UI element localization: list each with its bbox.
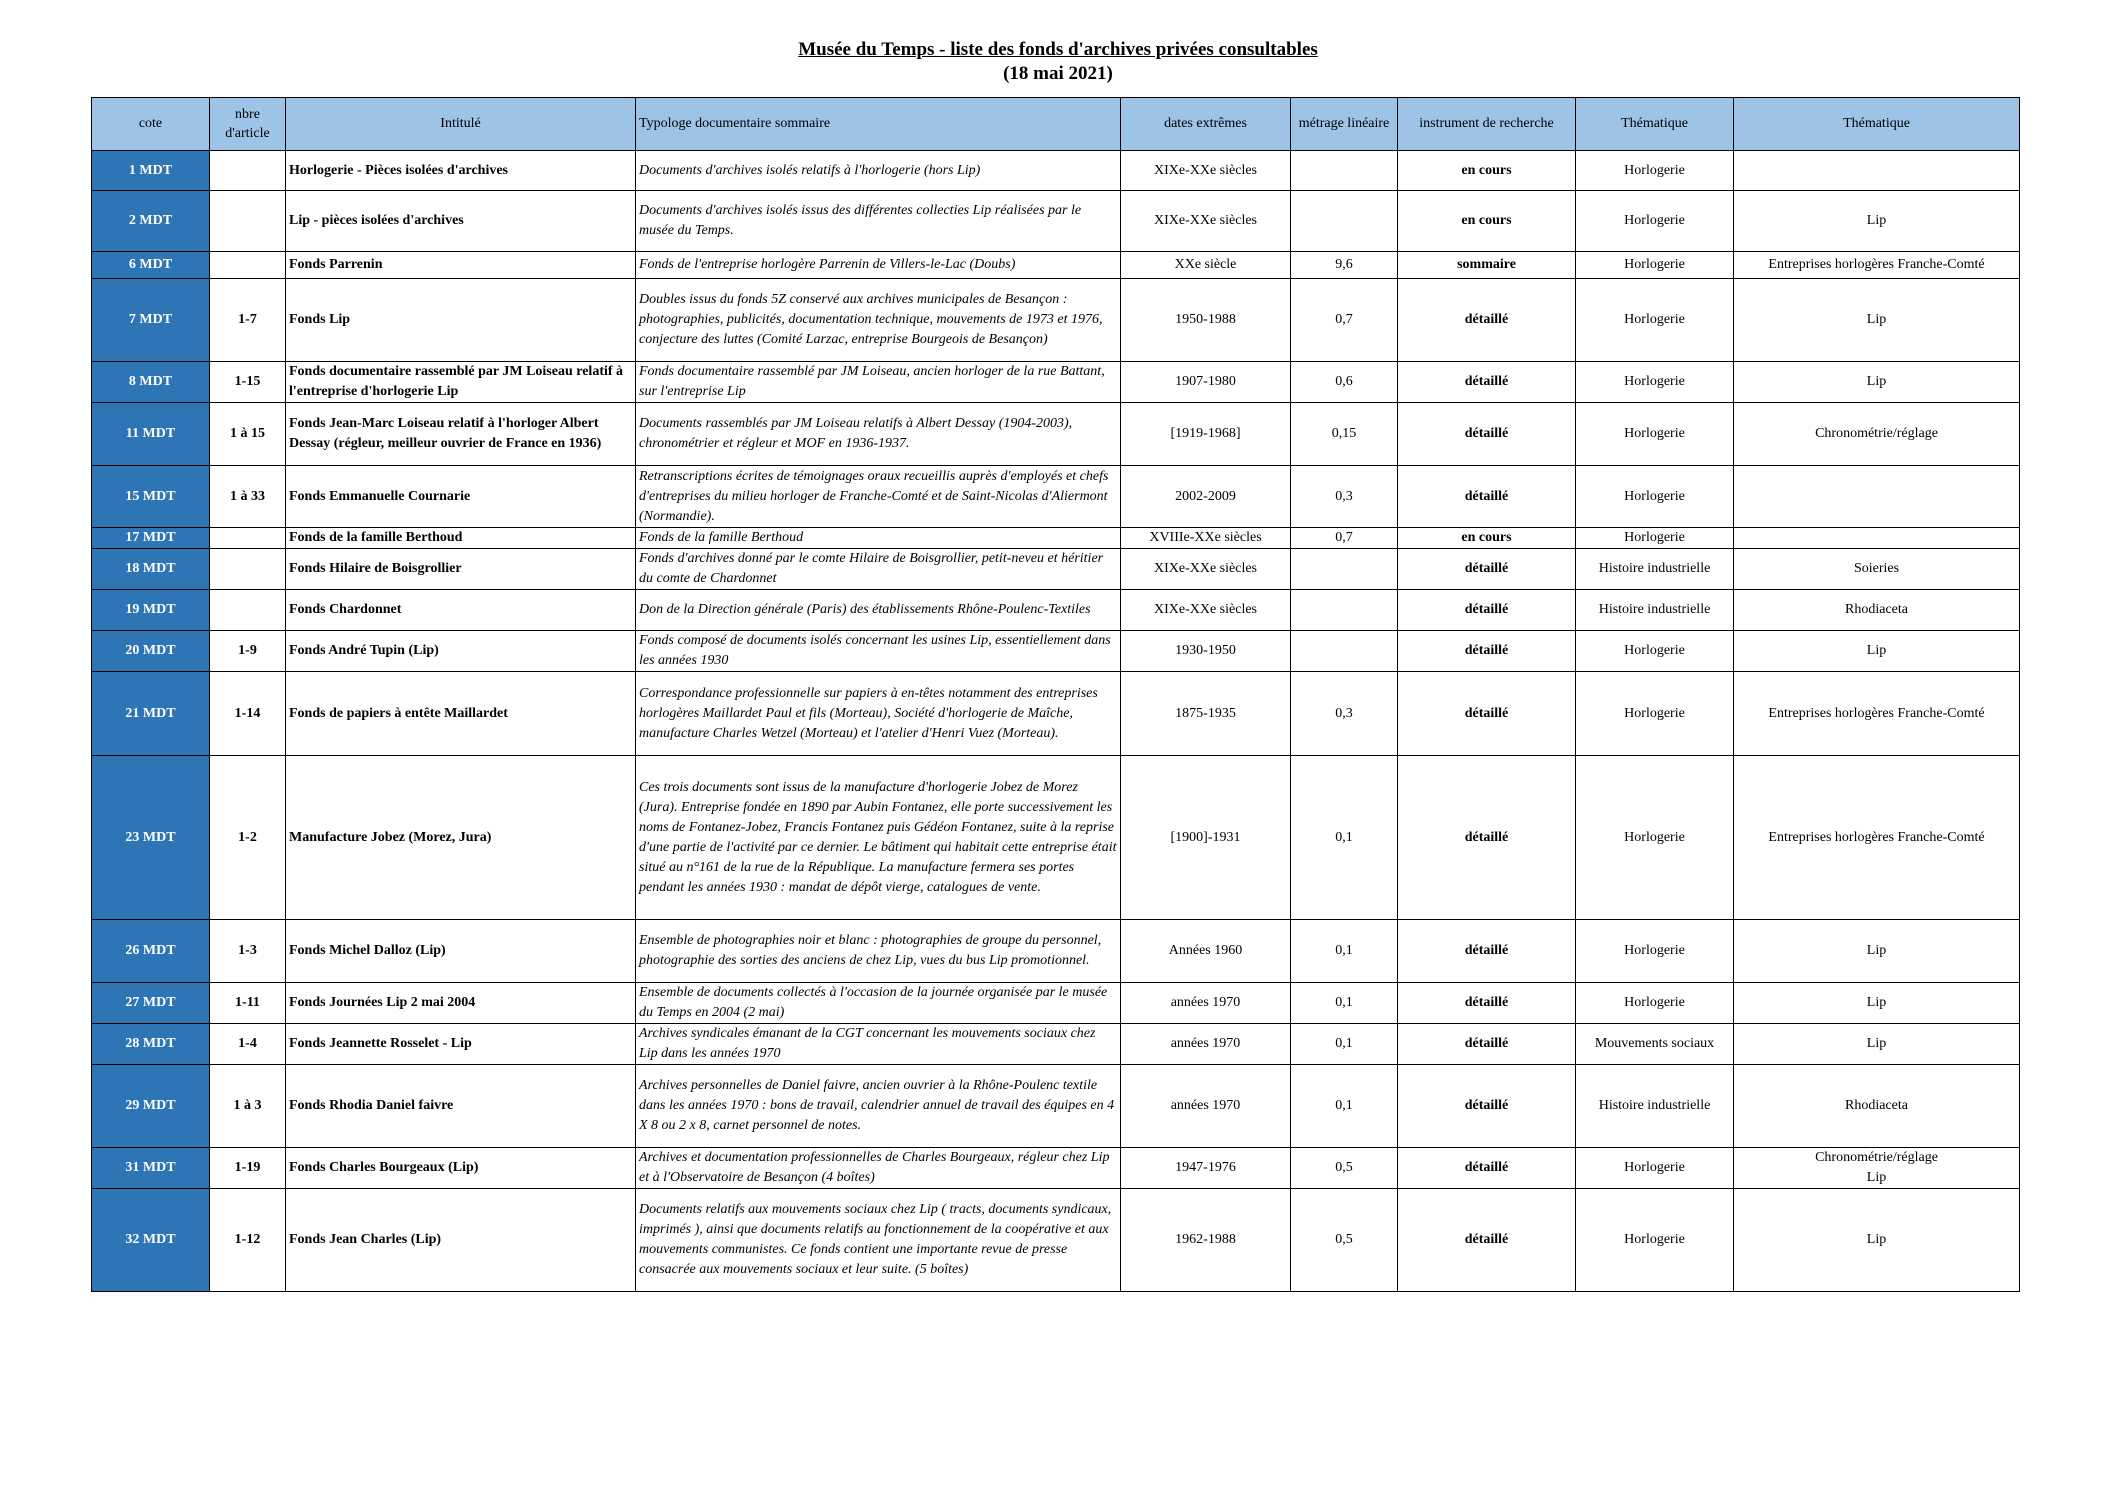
- cell-thematique-2: Lip: [1734, 920, 2020, 983]
- header-intitule: Intitulé: [286, 98, 636, 151]
- cell-thematique-2: Lip: [1734, 191, 2020, 252]
- cell-typologie: Archives et documentation professionnelles de Charles Bourgeaux, régleur chez Lip et à l'Observatoire de Besançon (4 boîtes): [636, 1148, 1121, 1189]
- cell-cote: 7 MDT: [92, 279, 210, 362]
- cell-nbre-article: 1 à 3: [210, 1065, 286, 1148]
- cell-cote: 8 MDT: [92, 362, 210, 403]
- cell-metrage: 0,7: [1291, 528, 1398, 549]
- cell-metrage: 0,5: [1291, 1189, 1398, 1292]
- cell-thematique-2: Soieries: [1734, 549, 2020, 590]
- cell-metrage: 0,3: [1291, 672, 1398, 756]
- cell-cote: 20 MDT: [92, 631, 210, 672]
- cell-cote: 11 MDT: [92, 403, 210, 466]
- cell-nbre-article: [210, 252, 286, 279]
- cell-intitule: Fonds Jean Charles (Lip): [286, 1189, 636, 1292]
- cell-thematique-2: Lip: [1734, 1024, 2020, 1065]
- cell-cote: 15 MDT: [92, 466, 210, 528]
- cell-thematique-2: Lip: [1734, 983, 2020, 1024]
- cell-instrument: détaillé: [1398, 279, 1576, 362]
- cell-dates: [1919-1968]: [1121, 403, 1291, 466]
- cell-metrage: 9,6: [1291, 252, 1398, 279]
- cell-intitule: Fonds Jeannette Rosselet - Lip: [286, 1024, 636, 1065]
- cell-typologie: Archives syndicales émanant de la CGT concernant les mouvements sociaux chez Lip dans les années 1970: [636, 1024, 1121, 1065]
- table-row: [92, 191, 2020, 252]
- cell-intitule: Fonds de la famille Berthoud: [286, 528, 636, 549]
- header-nbre-article-label: nbre d'article: [225, 107, 270, 141]
- cell-dates: [1900]-1931: [1121, 756, 1291, 920]
- cell-dates: 1947-1976: [1121, 1148, 1291, 1189]
- cell-metrage: [1291, 191, 1398, 252]
- cell-nbre-article: 1 à 33: [210, 466, 286, 528]
- cell-dates: XIXe-XXe siècles: [1121, 549, 1291, 590]
- cell-metrage: [1291, 631, 1398, 672]
- cell-intitule: Fonds Emmanuelle Cournarie: [286, 466, 636, 528]
- cell-thematique-2: Lip: [1734, 279, 2020, 362]
- cell-thematique-2: [1734, 528, 2020, 549]
- cell-cote: 23 MDT: [92, 756, 210, 920]
- cell-typologie: Fonds composé de documents isolés concernant les usines Lip, essentiellement dans les années 1930: [636, 631, 1121, 672]
- table-header: [92, 98, 2020, 151]
- cell-thematique-1: Horlogerie: [1576, 631, 1734, 672]
- cell-cote: 1 MDT: [92, 151, 210, 191]
- cell-typologie: Fonds documentaire rassemblé par JM Loiseau, ancien horloger de la rue Battant, sur l'entreprise Lip: [636, 362, 1121, 403]
- document-subtitle: (18 mai 2021): [1003, 63, 1113, 84]
- cell-instrument: détaillé: [1398, 1148, 1576, 1189]
- cell-dates: 1907-1980: [1121, 362, 1291, 403]
- cell-nbre-article: 1-4: [210, 1024, 286, 1065]
- cell-nbre-article: [210, 528, 286, 549]
- cell-cote: 31 MDT: [92, 1148, 210, 1189]
- header-nbre-article: [210, 98, 286, 151]
- table-row: [92, 756, 2020, 920]
- cell-typologie: Fonds d'archives donné par le comte Hilaire de Boisgrollier, petit-neveu et héritier du comte de Chardonnet: [636, 549, 1121, 590]
- cell-metrage: [1291, 151, 1398, 191]
- cell-metrage: 0,1: [1291, 983, 1398, 1024]
- table-body: [92, 151, 2020, 1292]
- cell-dates: 1930-1950: [1121, 631, 1291, 672]
- cell-typologie: Retranscriptions écrites de témoignages oraux recueillis auprès d'employés et chefs d'entreprises du milieu horloger de Franche-Comté et de Saint-Nicolas d'Aliermont (Normandie).: [636, 466, 1121, 528]
- cell-thematique-2: Entreprises horlogères Franche-Comté: [1734, 672, 2020, 756]
- cell-instrument: détaillé: [1398, 549, 1576, 590]
- cell-thematique-1: Horlogerie: [1576, 466, 1734, 528]
- cell-intitule: Fonds André Tupin (Lip): [286, 631, 636, 672]
- cell-metrage: 0,1: [1291, 920, 1398, 983]
- cell-nbre-article: 1-2: [210, 756, 286, 920]
- cell-intitule: Fonds Michel Dalloz (Lip): [286, 920, 636, 983]
- cell-metrage: 0,1: [1291, 1065, 1398, 1148]
- cell-thematique-2: [1734, 466, 2020, 528]
- cell-thematique-1: Horlogerie: [1576, 983, 1734, 1024]
- cell-metrage: 0,1: [1291, 756, 1398, 920]
- cell-thematique-1: Histoire industrielle: [1576, 549, 1734, 590]
- cell-instrument: détaillé: [1398, 590, 1576, 631]
- cell-typologie: Documents rassemblés par JM Loiseau relatifs à Albert Dessay (1904-2003), chronométrier et régleur et MOF en 1936-1937.: [636, 403, 1121, 466]
- cell-instrument: détaillé: [1398, 920, 1576, 983]
- header-typologie: Typologe documentaire sommaire: [636, 98, 1121, 151]
- table-row: [92, 362, 2020, 403]
- cell-intitule: Fonds Rhodia Daniel faivre: [286, 1065, 636, 1148]
- table-row: [92, 1024, 2020, 1065]
- cell-thematique-2: Rhodiaceta: [1734, 1065, 2020, 1148]
- cell-thematique-1: Horlogerie: [1576, 279, 1734, 362]
- cell-cote: 32 MDT: [92, 1189, 210, 1292]
- cell-dates: 1962-1988: [1121, 1189, 1291, 1292]
- table-row: [92, 1189, 2020, 1292]
- header-row: [92, 98, 2020, 151]
- cell-typologie: Documents d'archives isolés relatifs à l'horlogerie (hors Lip): [636, 151, 1121, 191]
- cell-metrage: 0,1: [1291, 1024, 1398, 1065]
- cell-typologie: Ensemble de photographies noir et blanc : photographies de groupe du personnel, photographie des sorties des anciens de chez Lip, vues du bus Lip promotionnel.: [636, 920, 1121, 983]
- cell-thematique-1: Histoire industrielle: [1576, 590, 1734, 631]
- cell-thematique-2: Entreprises horlogères Franche-Comté: [1734, 756, 2020, 920]
- table-row: [92, 590, 2020, 631]
- cell-metrage: 0,6: [1291, 362, 1398, 403]
- cell-instrument: détaillé: [1398, 631, 1576, 672]
- cell-nbre-article: [210, 151, 286, 191]
- header-dates: dates extrêmes: [1121, 98, 1291, 151]
- cell-dates: 1875-1935: [1121, 672, 1291, 756]
- cell-intitule: Fonds Jean-Marc Loiseau relatif à l'horloger Albert Dessay (régleur, meilleur ouvrier de France en 1936): [286, 403, 636, 466]
- cell-instrument: détaillé: [1398, 403, 1576, 466]
- cell-dates: 1950-1988: [1121, 279, 1291, 362]
- cell-typologie: Documents d'archives isolés issus des différentes collecties Lip réalisées par le musée du Temps.: [636, 191, 1121, 252]
- cell-instrument: en cours: [1398, 151, 1576, 191]
- cell-thematique-1: Histoire industrielle: [1576, 1065, 1734, 1148]
- cell-instrument: détaillé: [1398, 756, 1576, 920]
- document-title-block: [0, 38, 2116, 86]
- cell-thematique-2: Lip: [1734, 1189, 2020, 1292]
- cell-instrument: détaillé: [1398, 1065, 1576, 1148]
- table-row: [92, 528, 2020, 549]
- cell-typologie: Don de la Direction générale (Paris) des établissements Rhône-Poulenc-Textiles: [636, 590, 1121, 631]
- cell-typologie: Documents relatifs aux mouvements sociaux chez Lip ( tracts, documents syndicaux, imprimés ), ainsi que documents relatifs au fonctionnement de la coopérative et aux mouvements communistes. Ce fonds contient une importante revue de presse consacrée aux mouvements sociaux et leur suite. (5 boîtes): [636, 1189, 1121, 1292]
- header-thematique-1: Thématique: [1576, 98, 1734, 151]
- cell-dates: années 1970: [1121, 1065, 1291, 1148]
- table-row: [92, 252, 2020, 279]
- table-row: [92, 631, 2020, 672]
- cell-thematique-2: [1734, 151, 2020, 191]
- cell-cote: 21 MDT: [92, 672, 210, 756]
- cell-thematique-1: Horlogerie: [1576, 151, 1734, 191]
- cell-thematique-2: Lip: [1734, 362, 2020, 403]
- header-metrage: métrage linéaire: [1291, 98, 1398, 151]
- cell-dates: XIXe-XXe siècles: [1121, 191, 1291, 252]
- cell-metrage: [1291, 549, 1398, 590]
- header-cote: cote: [92, 98, 210, 151]
- cell-nbre-article: [210, 590, 286, 631]
- cell-intitule: Horlogerie - Pièces isolées d'archives: [286, 151, 636, 191]
- cell-metrage: 0,3: [1291, 466, 1398, 528]
- cell-intitule: Manufacture Jobez (Morez, Jura): [286, 756, 636, 920]
- table-row: [92, 403, 2020, 466]
- table-row: [92, 549, 2020, 590]
- table-row: [92, 1065, 2020, 1148]
- cell-dates: années 1970: [1121, 983, 1291, 1024]
- cell-dates: années 1970: [1121, 1024, 1291, 1065]
- cell-nbre-article: 1-14: [210, 672, 286, 756]
- cell-nbre-article: 1-19: [210, 1148, 286, 1189]
- table-row: [92, 983, 2020, 1024]
- cell-nbre-article: 1-9: [210, 631, 286, 672]
- cell-cote: 19 MDT: [92, 590, 210, 631]
- cell-dates: XIXe-XXe siècles: [1121, 590, 1291, 631]
- table-row: [92, 672, 2020, 756]
- cell-nbre-article: [210, 549, 286, 590]
- cell-nbre-article: 1-7: [210, 279, 286, 362]
- table-row: [92, 1148, 2020, 1189]
- header-thematique-2: Thématique: [1734, 98, 2020, 151]
- cell-intitule: Fonds Chardonnet: [286, 590, 636, 631]
- cell-instrument: détaillé: [1398, 1024, 1576, 1065]
- document-title: Musée du Temps - liste des fonds d'archives privées consultables: [798, 39, 1318, 60]
- cell-nbre-article: 1-12: [210, 1189, 286, 1292]
- cell-intitule: Lip - pièces isolées d'archives: [286, 191, 636, 252]
- cell-typologie: Fonds de la famille Berthoud: [636, 528, 1121, 549]
- cell-thematique-1: Horlogerie: [1576, 756, 1734, 920]
- table-row: [92, 466, 2020, 528]
- cell-intitule: Fonds Journées Lip 2 mai 2004: [286, 983, 636, 1024]
- cell-thematique-2: Entreprises horlogères Franche-Comté: [1734, 252, 2020, 279]
- cell-instrument: détaillé: [1398, 672, 1576, 756]
- cell-thematique-1: Horlogerie: [1576, 1189, 1734, 1292]
- cell-cote: 17 MDT: [92, 528, 210, 549]
- cell-intitule: Fonds Lip: [286, 279, 636, 362]
- cell-cote: 6 MDT: [92, 252, 210, 279]
- cell-instrument: sommaire: [1398, 252, 1576, 279]
- cell-typologie: Ces trois documents sont issus de la manufacture d'horlogerie Jobez de Morez (Jura). Entreprise fondée en 1890 par Aubin Fontanez, elle porte successivement les noms de Fontanez-Jobez, Francis Fontanez puis Gédéon Fontanez, suite à la reprise d'une partie de l'activité par ce dernier. Le bâtiment qui habitait cette entreprise était situé au n°161 de la rue de la République. La manufacture fermera ses portes pendant les années 1930 : mandat de dépôt vierge, catalogues de vente.: [636, 756, 1121, 920]
- cell-typologie: Fonds de l'entreprise horlogère Parrenin de Villers-le-Lac (Doubs): [636, 252, 1121, 279]
- cell-nbre-article: 1 à 15: [210, 403, 286, 466]
- table-row: [92, 279, 2020, 362]
- cell-thematique-1: Horlogerie: [1576, 920, 1734, 983]
- cell-metrage: [1291, 590, 1398, 631]
- cell-cote: 2 MDT: [92, 191, 210, 252]
- cell-metrage: 0,7: [1291, 279, 1398, 362]
- cell-instrument: en cours: [1398, 528, 1576, 549]
- cell-thematique-1: Horlogerie: [1576, 403, 1734, 466]
- cell-nbre-article: 1-15: [210, 362, 286, 403]
- table-row: [92, 151, 2020, 191]
- cell-cote: 27 MDT: [92, 983, 210, 1024]
- cell-thematique-2: Chronométrie/réglage Lip: [1734, 1148, 2020, 1189]
- cell-dates: XXe siècle: [1121, 252, 1291, 279]
- cell-dates: XIXe-XXe siècles: [1121, 151, 1291, 191]
- cell-instrument: détaillé: [1398, 362, 1576, 403]
- cell-metrage: 0,5: [1291, 1148, 1398, 1189]
- cell-intitule: Fonds Parrenin: [286, 252, 636, 279]
- cell-dates: XVIIIe-XXe siècles: [1121, 528, 1291, 549]
- cell-intitule: Fonds Charles Bourgeaux (Lip): [286, 1148, 636, 1189]
- cell-instrument: détaillé: [1398, 466, 1576, 528]
- cell-intitule: Fonds Hilaire de Boisgrollier: [286, 549, 636, 590]
- cell-thematique-1: Horlogerie: [1576, 362, 1734, 403]
- cell-typologie: Correspondance professionnelle sur papiers à en-têtes notamment des entreprises horlogères Maillardet Paul et fils (Morteau), Société d'horlogerie de Maîche, manufacture Charles Wetzel (Morteau) et l'atelier d'Henri Vuez (Morteau).: [636, 672, 1121, 756]
- cell-thematique-1: Horlogerie: [1576, 252, 1734, 279]
- cell-intitule: Fonds de papiers à entête Maillardet: [286, 672, 636, 756]
- cell-dates: Années 1960: [1121, 920, 1291, 983]
- header-instrument: instrument de recherche: [1398, 98, 1576, 151]
- cell-thematique-1: Horlogerie: [1576, 528, 1734, 549]
- cell-nbre-article: 1-11: [210, 983, 286, 1024]
- cell-thematique-2: Chronométrie/réglage: [1734, 403, 2020, 466]
- cell-intitule: Fonds documentaire rassemblé par JM Loiseau relatif à l'entreprise d'horlogerie Lip: [286, 362, 636, 403]
- cell-typologie: Doubles issus du fonds 5Z conservé aux archives municipales de Besançon : photographies, publicités, documentation technique, mouvements de 1973 et 1976, conjecture des luttes (Comité Larzac, entreprise Bourgeois de Besançon): [636, 279, 1121, 362]
- cell-cote: 18 MDT: [92, 549, 210, 590]
- cell-thematique-2: Rhodiaceta: [1734, 590, 2020, 631]
- cell-nbre-article: 1-3: [210, 920, 286, 983]
- cell-instrument: détaillé: [1398, 1189, 1576, 1292]
- cell-cote: 29 MDT: [92, 1065, 210, 1148]
- cell-metrage: 0,15: [1291, 403, 1398, 466]
- cell-nbre-article: [210, 191, 286, 252]
- cell-thematique-1: Mouvements sociaux: [1576, 1024, 1734, 1065]
- cell-cote: 28 MDT: [92, 1024, 210, 1065]
- cell-instrument: en cours: [1398, 191, 1576, 252]
- cell-instrument: détaillé: [1398, 983, 1576, 1024]
- table-row: [92, 920, 2020, 983]
- cell-thematique-1: Horlogerie: [1576, 1148, 1734, 1189]
- cell-thematique-2: Lip: [1734, 631, 2020, 672]
- cell-dates: 2002-2009: [1121, 466, 1291, 528]
- archives-table: [91, 97, 2020, 1292]
- cell-thematique-1: Horlogerie: [1576, 191, 1734, 252]
- cell-typologie: Archives personnelles de Daniel faivre, ancien ouvrier à la Rhône-Poulenc textile dans les années 1970 : bons de travail, calendrier annuel de travail des équipes en 4 X 8 ou 2 x 8, carnet personnel de notes.: [636, 1065, 1121, 1148]
- cell-typologie: Ensemble de documents collectés à l'occasion de la journée organisée par le musée du Temps en 2004 (2 mai): [636, 983, 1121, 1024]
- cell-thematique-1: Horlogerie: [1576, 672, 1734, 756]
- cell-cote: 26 MDT: [92, 920, 210, 983]
